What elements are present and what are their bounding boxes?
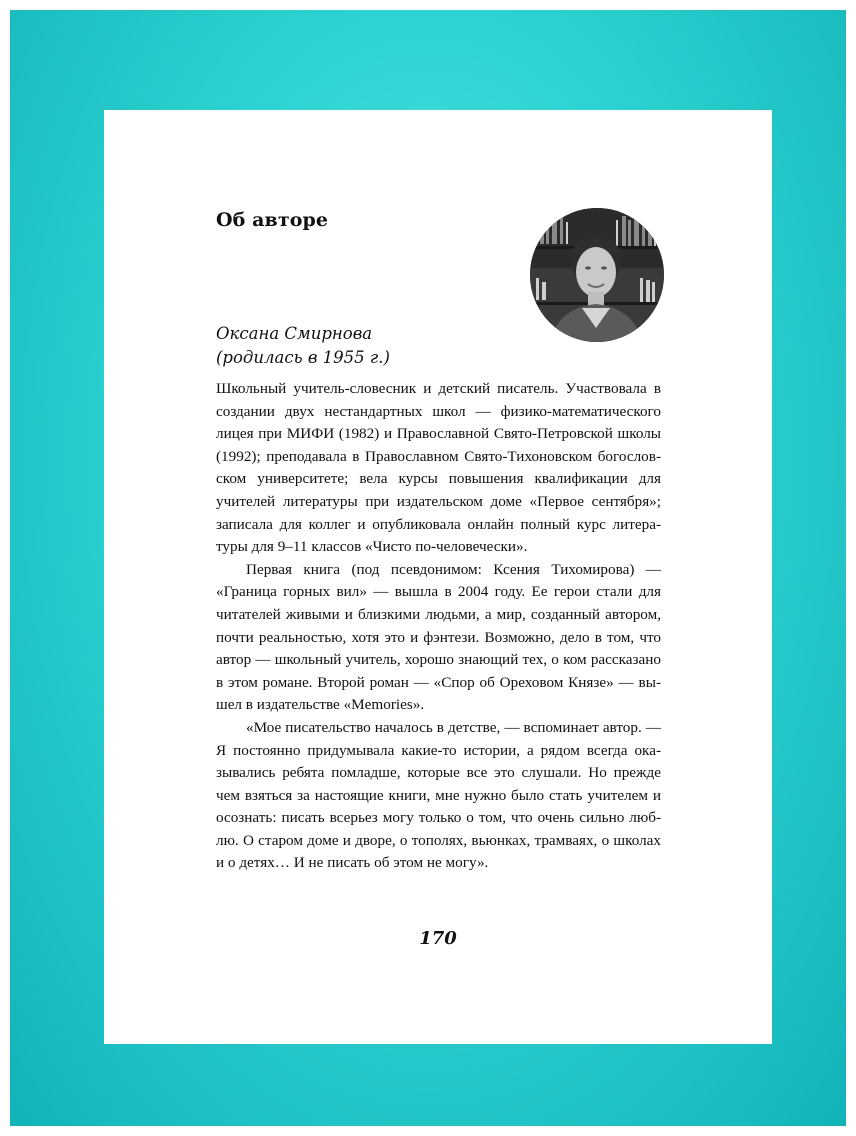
page-number: 170	[419, 928, 457, 949]
author-photo	[530, 208, 664, 342]
book-page	[104, 110, 772, 1044]
author-credit	[216, 322, 390, 370]
author-name: Оксана Смирнова	[216, 324, 373, 343]
paragraph: Первая книга (под псевдонимом: Ксения Тихомирова) — «Граница горных вил» — вышла в 2004 году. Ее герои стали для читателей живыми и близкими людьми, а мир, созданный автором, почти реальностью, хотя это и фэнтези. Возможно, дело в том, что автор — школьный учитель, хорошо знающий тех, о ком рассказано в этом романе. Второй роман — «Спор об Ореховом Князе» — вышел в издательстве «Memories».	[216, 560, 661, 714]
author-birth: (родилась в 1955 г.)	[216, 348, 390, 367]
cyan-frame	[10, 10, 846, 1126]
paragraph: «Мое писательство началось в детстве, — вспоминает автор. — Я постоянно придумывала какие-то истории, а рядом всегда оказывались ребята помладше, которые все это слушали. Но прежде чем взяться за настоящие книги, мне нужно было стать учителем и осознать: писать всерьез могу только о том, что очень сильно люблю. О старом доме и дворе, о тополях, вьюнках, трамваях, о школах и о детях… И не писать об этом не могу».	[216, 718, 661, 872]
biography-text	[216, 378, 661, 875]
paragraph: Школьный учитель-словесник и детский писатель. Участвовала в создании двух нестандартных школ — физико-математического лицея при МИФИ (1982) и Православной Свято-Петровской школы (1992); преподавала в Православном Свято-Тихоновском богословском университете; вела курсы повышения квалификации для учителей литературы при издательском доме «Первое сентября»; записала для коллег и опубликовала онлайн полный курс литературы для 9–11 классов «Чисто по-человечески».	[216, 380, 661, 556]
section-title: Об авторе	[216, 209, 329, 231]
